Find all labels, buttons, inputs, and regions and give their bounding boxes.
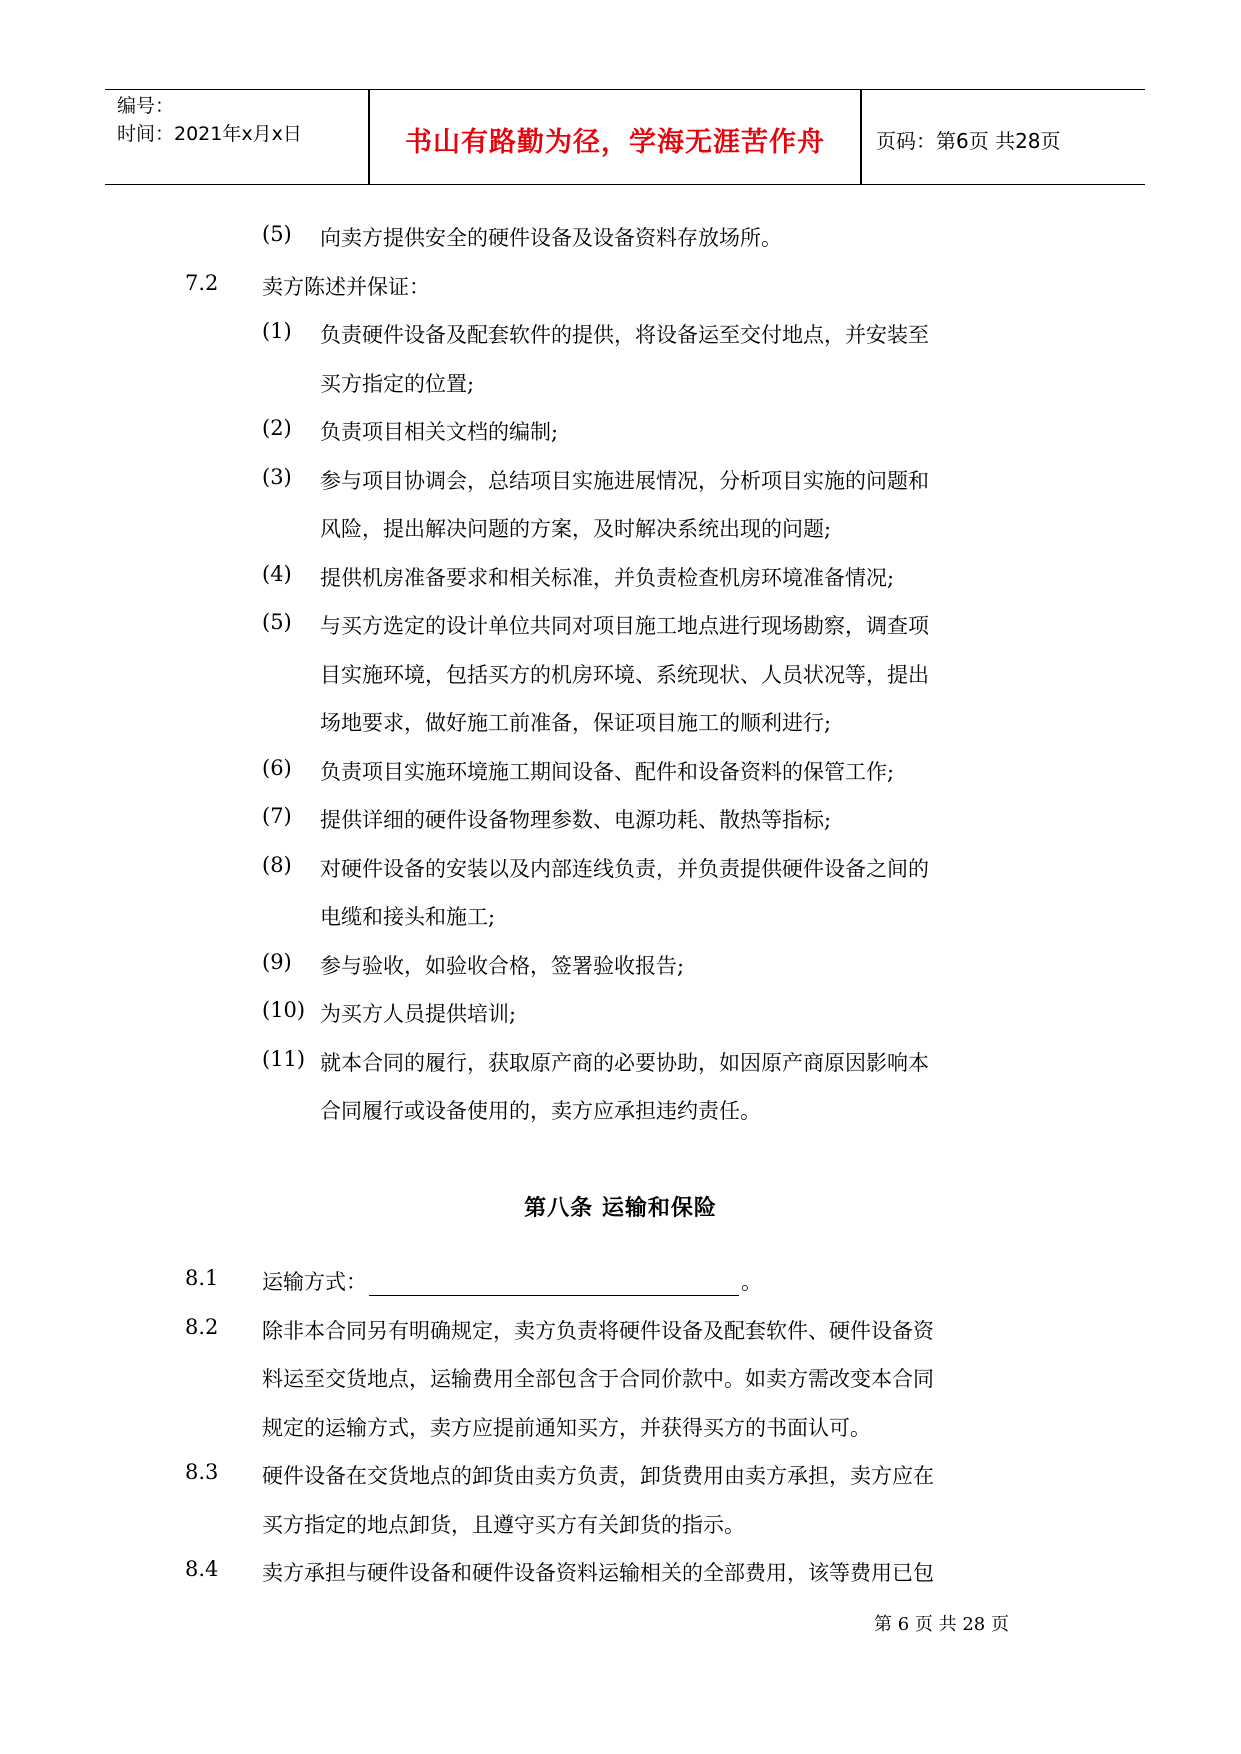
clause-text-line: 卖方承担与硬件设备和硬件设备资料运输相关的全部费用，该等费用已包 [262, 1561, 934, 1585]
transport-method-blank [369, 1275, 739, 1296]
clause-number: 8.1 [185, 1266, 219, 1290]
item-number: (2) [262, 416, 292, 440]
item-text-line: 参与项目协调会，总结项目实施进展情况，分析项目实施的问题和 [320, 468, 929, 493]
number-label: 编号： [117, 95, 175, 117]
clause-number: 8.3 [185, 1460, 219, 1484]
item-number: (11) [262, 1046, 306, 1071]
item-text-line: 向卖方提供安全的硬件设备及设备资料存放场所。 [320, 226, 782, 250]
item-number: (7) [262, 804, 292, 828]
page-header [105, 89, 1145, 185]
item-number: (10) [262, 998, 306, 1022]
item-text-line: 场地要求，做好施工前准备，保证项目施工的顺利进行; [320, 711, 832, 735]
item-text-line: 风险，提出解决问题的方案，及时解决系统出现的问题; [320, 517, 832, 541]
header-motto: 书山有路勤为径，学海无涯苦作舟 [405, 127, 825, 158]
transport-method-label: 运输方式： [262, 1270, 367, 1294]
item-number: (9) [262, 949, 292, 974]
item-number: (3) [262, 464, 292, 489]
clause-text-line: 除非本合同另有明确规定，卖方负责将硬件设备及配套软件、硬件设备资 [262, 1318, 934, 1343]
clause-number: 8.4 [185, 1557, 219, 1581]
item-text-line: 为买方人员提供培训; [320, 1002, 517, 1026]
item-number: (4) [262, 561, 292, 586]
item-text-line: 对硬件设备的安装以及内部连线负责，并负责提供硬件设备之间的 [320, 856, 929, 881]
item-number: (8) [262, 852, 292, 877]
item-number: 7.2 [185, 270, 219, 295]
clause-text-line: 硬件设备在交货地点的卸货由卖方负责，卸货费用由卖方承担，卖方应在 [262, 1464, 934, 1488]
item-text-line: 合同履行或设备使用的，卖方应承担违约责任。 [320, 1099, 761, 1123]
transport-method-field [262, 1266, 762, 1296]
clause-text-line: 规定的运输方式，卖方应提前通知买方，并获得买方的书面认可。 [262, 1415, 871, 1440]
header-meta [117, 92, 372, 148]
transport-method-end: 。 [741, 1270, 762, 1294]
item-text-line: 提供详细的硬件设备物理参数、电源功耗、散热等指标; [320, 808, 832, 832]
item-number: (5) [262, 222, 292, 246]
item-text-line: 卖方陈述并保证： [262, 274, 430, 299]
item-text-line: 与买方选定的设计单位共同对项目施工地点进行现场勘察，调查项 [320, 614, 929, 638]
item-text-line: 负责硬件设备及配套软件的提供，将设备运至交付地点，并安装至 [320, 323, 929, 347]
time-label: 时间：2021年x月x日 [117, 123, 302, 145]
article-title: 第八条 运输和保险 [524, 1196, 717, 1221]
clause-number: 8.2 [185, 1314, 219, 1339]
item-text-line: 目实施环境，包括买方的机房环境、系统现状、人员状况等，提出 [320, 662, 929, 687]
item-text-line: 电缆和接头和施工; [320, 905, 496, 929]
clause-text-line: 料运至交货地点，运输费用全部包含于合同价款中。如卖方需改变本合同 [262, 1367, 934, 1391]
item-text-line: 提供机房准备要求和相关标准，并负责检查机房环境准备情况; [320, 565, 895, 590]
item-text-line: 参与验收，如验收合格，签署验收报告; [320, 953, 685, 978]
item-text-line: 买方指定的位置; [320, 371, 475, 396]
item-number: (6) [262, 755, 292, 780]
item-text-line: 负责项目实施环境施工期间设备、配件和设备资料的保管工作; [320, 759, 895, 784]
header-page-label: 页码：第6页 共28页 [876, 129, 1061, 153]
clause-text-line: 买方指定的地点卸货，且遵守买方有关卸货的指示。 [262, 1512, 745, 1537]
page-footer: 第 6 页 共 28 页 [874, 1614, 1009, 1635]
header-divider [860, 90, 862, 184]
item-number: (1) [262, 319, 292, 343]
item-text-line: 负责项目相关文档的编制; [320, 420, 559, 444]
item-number: (5) [262, 610, 292, 634]
item-text-line: 就本合同的履行，获取原产商的必要协助，如因原产商原因影响本 [320, 1050, 929, 1075]
